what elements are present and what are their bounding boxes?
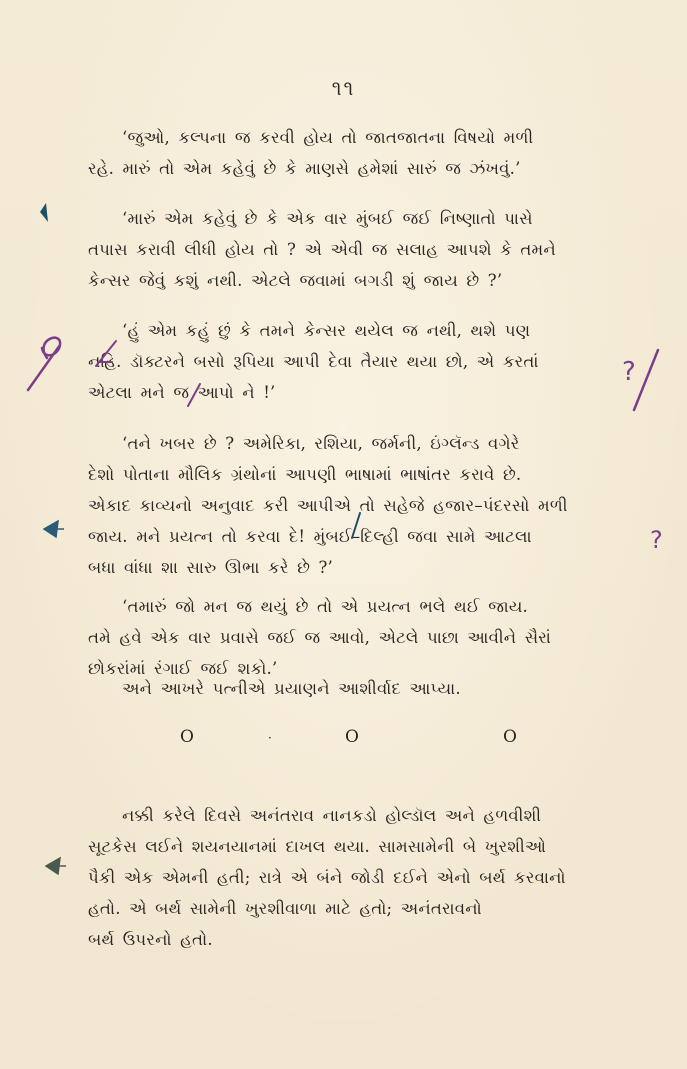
paragraph-2 [88, 203, 608, 296]
left-arrow-mark [46, 858, 66, 874]
text-line: તમે હવે એક વાર પ્રવાસે જઈ જ આવો, એટલે પાછા આવીને સૈરાં [88, 628, 552, 647]
text-line: ‘તમારું જો મન જ થયું છે તો એ પ્રયત્ન ભલે થઈ જાય. [122, 597, 528, 616]
section-separator [0, 727, 687, 751]
paragraph-3 [88, 315, 608, 408]
separator-mark: O [503, 727, 517, 747]
text-line: ‘મારું એમ કહેવું છે કે એક વાર મુંબઈ જઈ નિષ્ણાતો પાસે [122, 209, 533, 228]
paragraph-7 [88, 800, 608, 955]
left-scribble-mark [28, 338, 60, 390]
text-line: નહિ. ડૉક્ટરને બસો રૂપિયા આપી દેવા તૈયાર થયા છો, એ કરતાં [88, 352, 539, 371]
right-slash-mark [634, 350, 658, 410]
text-line: રહે. મારું તો એમ કહેવું છે કે માણસે હમેશાં સારું જ ઝંખવું.’ [88, 159, 521, 178]
paragraph-4 [88, 428, 608, 583]
separator-mark: O [345, 727, 359, 747]
text-line: નક્કી કરેલે દિવસે અનંતરાવ નાનકડો હોલ્ડૉલ અને હળવીશી [122, 806, 542, 825]
page-number: ૧૧ [331, 76, 356, 100]
text-line: દેશો પોતાના મૌલિક ગ્રંથોનાં આપણી ભાષામાં ભાષાંતર કરાવે છે. [88, 465, 522, 484]
paragraph-1 [88, 122, 608, 184]
left-tick-mark [40, 203, 48, 222]
paragraph-5 [88, 591, 608, 684]
text-line: ‘તને ખબર છે ? અમેરિકા, રશિયા, જર્મની, ઇંગ્લૅન્ડ વગેરે [122, 434, 520, 453]
text-line: તપાસ કરાવી લીધી હોય તો ? એ એવી જ સલાહ આપશે કે તમને [88, 240, 556, 259]
left-arrow-mark [44, 521, 64, 537]
text-line: છોકરાંમાં રંગાઈ જઈ શકો.’ [88, 659, 278, 678]
separator-mark: O [180, 727, 194, 747]
text-line: હતો. એ બર્થ સામેની ખુરશીવાળા માટે હતો; અનંતરાવનો [88, 899, 482, 918]
text-line: ‘જુઓ, કલ્પના જ કરવી હોય તો જાતજાતના વિષયો મળી [122, 128, 534, 147]
text-line: સૂટકેસ લઈને શયનયાનમાં દાખલ થયા. સામસામેની બે ખુરશીઓ [88, 837, 547, 856]
paragraph-6 [88, 673, 608, 704]
text-line: પૈકી એક એમની હતી; રાત્રે એ બંને જોડી દઈને એનો બર્થ કરવાનો [88, 868, 566, 887]
text-line: એકાદ કાવ્યનો અનુવાદ કરી આપીએ તો સહેજે હજાર–પંદરસો મળી [88, 496, 568, 515]
right-question-mark: ? [650, 526, 663, 554]
separator-dot: · [268, 731, 272, 745]
text-line: એટલા મને જ આપો ને !’ [88, 383, 276, 402]
text-line: જાય. મને પ્રયત્ન તો કરવા દે! મુંબઈ–દિલ્હી જવા સામે આટલા [88, 527, 532, 546]
text-line: કેન્સર જેવું કશું નથી. એટલે જવામાં બગડી શું જાય છે ?’ [88, 271, 503, 290]
text-line: બર્થ ઉપરનો હતો. [88, 930, 213, 949]
text-line: ‘હું એમ કહું છું કે તમને કેન્સર થયેલ જ નથી, થશે પણ [122, 321, 531, 340]
right-question-mark: ? [622, 357, 636, 387]
text-line: બધા વાંધા શા સારુ ઊભા કરે છે ?’ [88, 558, 333, 577]
text-line: અને આખરે પત્નીએ પ્રયાણને આશીર્વાદ આપ્યા. [122, 679, 461, 698]
